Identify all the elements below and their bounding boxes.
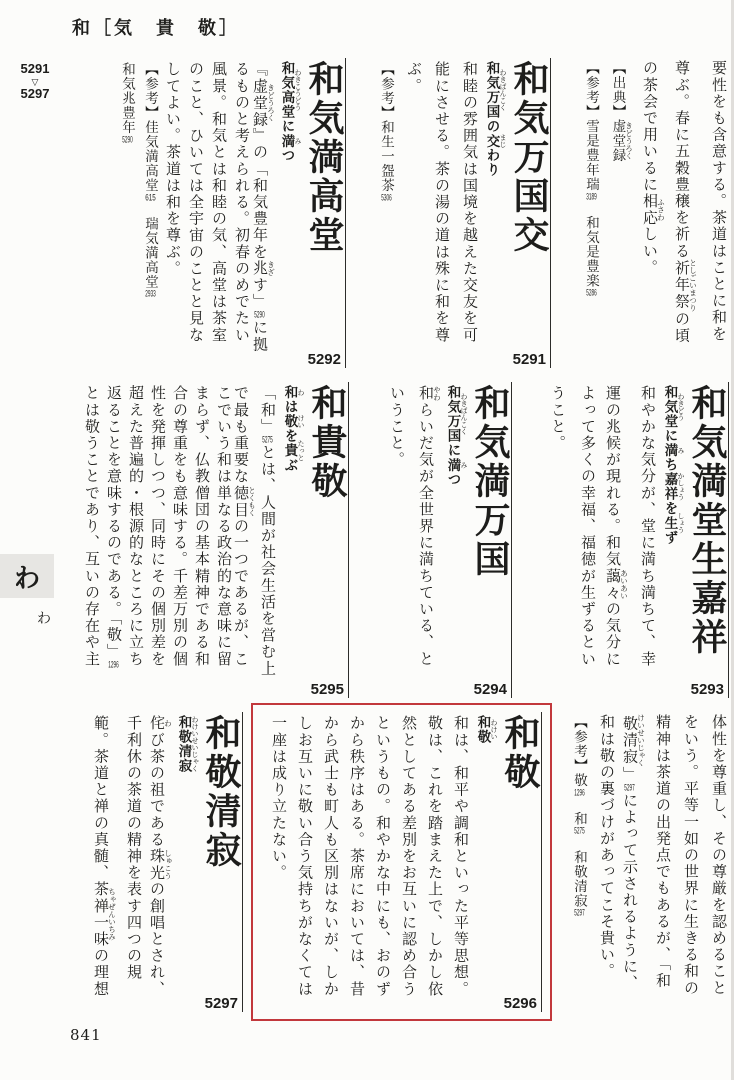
headword: 和気満堂生嘉祥 — [687, 384, 727, 657]
entry-5295 — [78, 382, 349, 698]
text-column: 範。茶道と禅の真髄、茶禅一味 ちゃぜんいちみの理想 — [92, 715, 117, 998]
reference-column: 和気兆豊年5290 — [120, 62, 135, 144]
cross-reference-number: 1296 — [574, 787, 585, 797]
continuation-text — [561, 712, 729, 1012]
text-column: というもの。和やかな中にも、おのず — [374, 715, 390, 998]
headword: 和敬清寂 — [201, 714, 241, 870]
entry-5293 — [536, 382, 729, 698]
headword: 和貴敬 — [307, 384, 347, 501]
text-column: で最も重要な徳目 とくもくの一つであるが、こ — [232, 385, 257, 668]
text-column: うこと。 — [549, 385, 565, 452]
text-column: 和睦の雰囲気は国境を越えた交友を可 — [461, 61, 477, 344]
reference-column: 【参考】佳気満高堂615 瑞気満高堂2933 — [143, 62, 158, 299]
headword: 和気満高堂 — [304, 60, 344, 255]
page-number: 841 — [70, 1026, 102, 1044]
text-column: こでいう和は単なる政治的な意味に留 — [215, 385, 231, 668]
cross-reference-number: 615 — [145, 192, 156, 202]
cross-reference-number: 1296 — [108, 659, 119, 670]
cross-reference-number: 5290 — [254, 310, 265, 320]
headword-column — [302, 59, 342, 367]
entry-number: 5293 — [690, 681, 724, 698]
text-column: のこと、ひいては全宇宙のことと見な — [187, 61, 203, 344]
cross-reference-number: 5297 — [624, 782, 635, 793]
text-column: してよい。茶道は和を尊ぶ。 — [164, 61, 180, 277]
entry-5294 — [371, 382, 512, 698]
text-column: 侘 わび茶の祖である珠光 しゅこうの創唱とされ、 — [148, 715, 173, 998]
text-column: 尊ぶ。春に五穀豊穣を祈る祈年祭 としごいまつりの頃 — [673, 60, 698, 345]
entry-reading: 和気万国 わきばんこくの交 まじわり — [484, 61, 507, 177]
entry-5291 — [366, 58, 551, 368]
text-column: 合の尊重をも意味する。千差万別の個 — [171, 385, 187, 668]
text-column: しお互いに敬い合う気持ちがなくては — [296, 715, 312, 998]
text-column: 運の兆候が現れる。和気藹々 あいあいの気分に — [604, 385, 629, 668]
text-column: 和やかな気分が、堂に満ち満ちて、幸 — [639, 385, 655, 668]
entry-number: 5295 — [310, 681, 344, 698]
headword-column — [685, 383, 725, 697]
text-column: 『虚堂録 きどうろく』の「和気豊年を兆 きざす」5290に拠 — [251, 61, 276, 353]
text-column: とは敬うことであり、互いの存在や主 — [83, 385, 99, 668]
range-to: 5297 — [20, 86, 50, 102]
cross-reference-number: 2933 — [145, 289, 156, 299]
reference-column: 【参考】和生一盌茶5306 — [379, 62, 394, 202]
reference-column: 【出典】虚堂録 きどうろく — [610, 61, 634, 163]
text-column: ぶ。 — [405, 61, 421, 95]
cross-reference-number: 5275 — [574, 826, 585, 836]
text-column: 精神は茶道の出発点でもあるが、「和 — [654, 714, 670, 989]
text-column: 返ることを意味するのである。「敬」1296 — [105, 385, 121, 670]
headword: 和敬 — [500, 714, 540, 792]
entry-reading: 和敬清寂 わけいせいじゃく — [176, 715, 199, 773]
band-bottom — [38, 712, 729, 1012]
text-column: から秩序はある。茶席においては、昔 — [348, 715, 364, 998]
reference-column: 【参考】敬1296 和5275 和敬清寂5297 — [572, 715, 587, 918]
text-column: をいう。平等一如の世界に生きる和の — [682, 714, 698, 997]
reference-column: 【参考】雪是豊年瑞3189 和気是豊楽5286 — [584, 61, 599, 298]
entry-reading: 和気万国 わきばんこくに満 みつ — [445, 385, 468, 487]
text-column: 風景。和気とは和睦の気、高堂は茶室 — [210, 61, 226, 344]
text-column: まらず、仏教僧団の基本精神である和 — [193, 385, 209, 668]
text-column: 千利休の茶道の精神を表す四つの規 — [125, 715, 141, 981]
entry-number: 5296 — [503, 995, 537, 1012]
entry-number: 5291 — [512, 351, 546, 368]
text-column: 然としてある差別をお互いに認め合う — [400, 715, 416, 998]
cross-reference-number: 3189 — [586, 191, 597, 201]
entry-reading: 和気堂 わきどうに満 みち嘉祥 かしょうを生 しょうず — [662, 385, 685, 545]
cross-reference-number: 5286 — [586, 288, 597, 298]
cross-reference-number: 5297 — [574, 908, 585, 918]
text-column: 能にさせる。茶の湯の道は殊に和を尊 — [433, 61, 449, 344]
text-column: いうこと。 — [388, 385, 404, 468]
entry-5297 — [86, 712, 243, 1012]
continuation-text — [569, 58, 729, 368]
headword-column — [498, 713, 538, 1011]
text-column: 要性をも含意する。茶道はことに和を — [710, 60, 726, 343]
entry-reading: 和敬 わけい — [475, 715, 498, 744]
text-column: 敬は、これを踏まえた上で、しかし依 — [426, 715, 442, 998]
headword-column — [468, 383, 508, 697]
headword: 和気万国交 — [509, 60, 549, 255]
band-top — [38, 58, 729, 368]
cross-reference-number: 5275 — [262, 434, 273, 445]
text-column: 敬清寂 けいせいじゃく」5297によって示されるように、 — [621, 714, 646, 992]
headword-column — [305, 383, 345, 697]
text-column: の茶会で用いるに相応 ふさわしい。 — [641, 60, 666, 276]
headword-column — [199, 713, 239, 1011]
entry-reading: 和気高堂 わきこうどうに満 みつ — [279, 61, 302, 163]
text-column: 和 やわらいだ気が全世界に満ちている、と — [417, 385, 442, 668]
headword: 和気満万国 — [470, 384, 510, 579]
text-column: 体性を尊重し、その尊厳を認めること — [710, 714, 726, 997]
text-column: 「和」5275とは、人間が社会生活を営む上 — [259, 385, 275, 677]
range-from: 5291 — [20, 61, 50, 76]
text-column: から武士も町人も区別はないが、しか — [322, 715, 338, 998]
entry-number: 5297 — [204, 995, 238, 1012]
cross-reference-number: 5306 — [381, 192, 392, 202]
kana-index-subtab: わ — [37, 612, 51, 627]
text-column: るものと考えられる。初春のめでたい — [233, 61, 249, 344]
kana-index-tab: わ — [0, 554, 54, 598]
entry-number: 5292 — [307, 351, 341, 368]
text-column: 一座は成り立たない。 — [270, 715, 286, 881]
running-head: 和［気 貴 敬］ — [72, 18, 240, 38]
text-column: よって多くの幸福、福徳が生ずるとい — [579, 385, 595, 668]
text-column: 超えた普遍的・根源的なところに立ち — [127, 385, 143, 668]
entry-5296 — [261, 712, 542, 1012]
entry-number: 5294 — [473, 681, 507, 698]
entry-reading: 和 わは敬 けいを貴 たっとぶ — [282, 385, 305, 473]
highlight-box — [251, 703, 552, 1021]
text-column: 性を発揮しつつ、同時にその個別差を — [149, 385, 165, 668]
headword-column — [507, 59, 547, 367]
range-arrow-icon: ▽ — [31, 76, 39, 87]
text-column: 和は、和平や調和といった平等思想。 — [452, 715, 468, 998]
entry-5292 — [112, 58, 346, 368]
band-middle — [38, 382, 729, 698]
text-column: 和は敬の裏づけがあってこそ貴い。 — [598, 714, 614, 980]
cross-reference-number: 5290 — [122, 134, 133, 144]
